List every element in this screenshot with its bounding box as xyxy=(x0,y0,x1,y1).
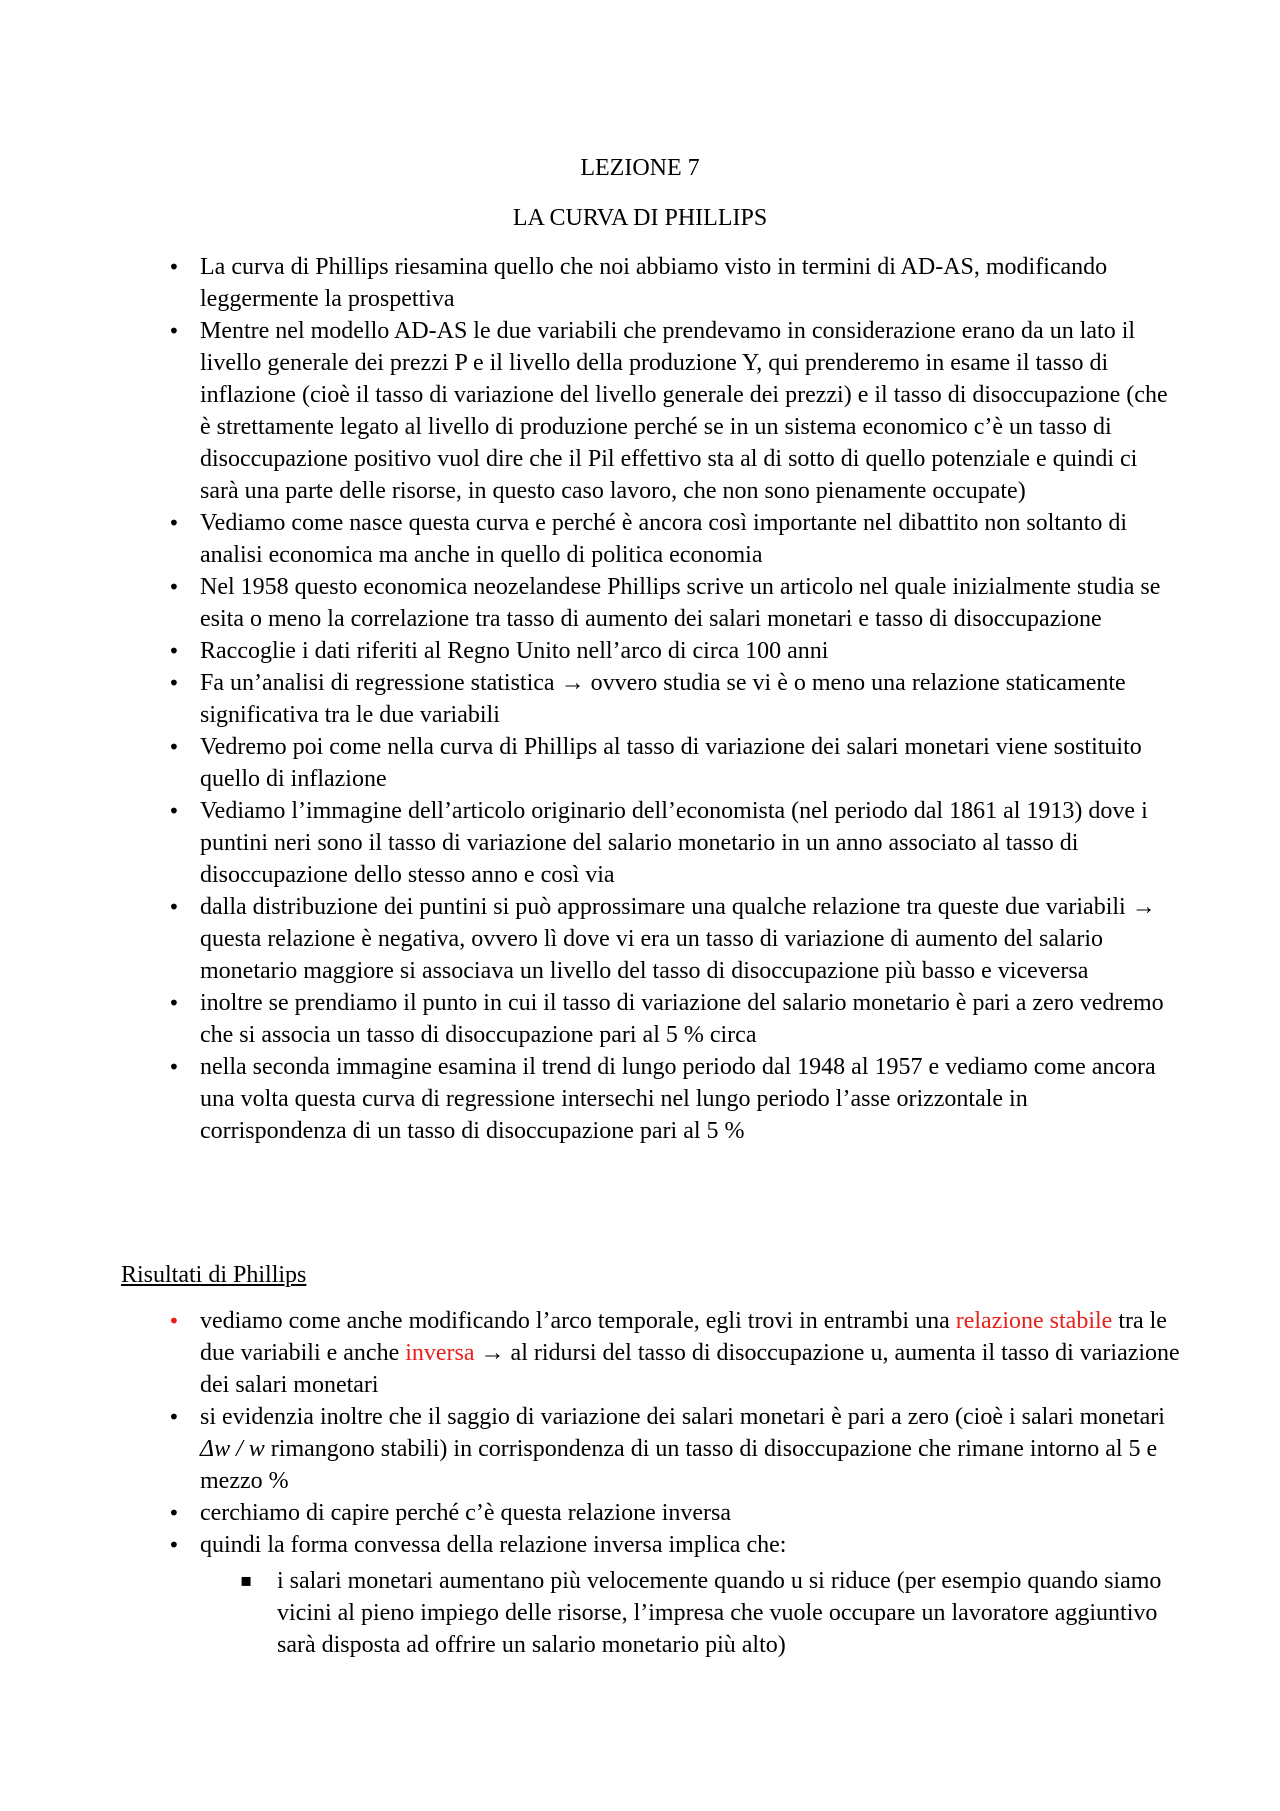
list-item: • Raccoglie i dati riferiti al Regno Unito nell’arco di circa 100 anni xyxy=(200,635,1180,667)
text-segment: vediamo come anche modificando l’arco temporale, egli trovi in entrambi una xyxy=(200,1308,956,1334)
list-item: • dalla distribuzione dei puntini si può approssimare una qualche relazione tra queste due variabili → questa relazione è negativa, ovvero lì dove vi era un tasso di variazione di aumento del salario monetario maggiore si associava un livello del tasso di disoccupazione più basso e viceversa xyxy=(200,891,1180,987)
list-item: • nella seconda immagine esamina il trend di lungo periodo dal 1948 al 1957 e vediamo come ancora una volta questa curva di regressione intersechi nel lungo periodo l’asse orizzontale in corrispondenza di un tasso di disoccupazione pari al 5 % xyxy=(200,1051,1180,1147)
formula: Δw / w xyxy=(200,1436,265,1462)
list-item: • cerchiamo di capire perché c’è questa relazione inversa xyxy=(200,1497,1180,1529)
list-item: • Fa un’analisi di regressione statistica → ovvero studia se vi è o meno una relazione staticamente significativa tra le due variabili xyxy=(200,667,1180,731)
list-item: • Vediamo l’immagine dell’articolo originario dell’economista (nel periodo dal 1861 al 1913) dove i puntini neri sono il tasso di variazione del salario monetario in un anno associato al tasso di disoccupazione dello stesso anno e così via xyxy=(200,795,1180,891)
list-item: • Vediamo come nasce questa curva e perché è ancora così importante nel dibattito non soltanto di analisi economica ma anche in quello di politica economia xyxy=(200,507,1180,571)
list-item: • quindi la forma convessa della relazione inversa implica che: xyxy=(200,1529,1180,1561)
list-item: • Nel 1958 questo economica neozelandese Phillips scrive un articolo nel quale inizialmente studia se esita o meno la correlazione tra tasso di aumento dei salari monetari e tasso di disoccupazione xyxy=(200,571,1180,635)
list-item: • inoltre se prendiamo il punto in cui il tasso di variazione del salario monetario è pari a zero vedremo che si associa un tasso di disoccupazione pari al 5 % circa xyxy=(200,987,1180,1051)
text-segment: tra le due variabili e anche xyxy=(200,1308,1167,1366)
page-title: LA CURVA DI PHILLIPS xyxy=(512,205,768,231)
text-segment: → al ridursi del tasso di disoccupazione u, aumenta il tasso di variazione dei salari monetari xyxy=(200,1340,1180,1398)
text-segment: si evidenzia inoltre che il saggio di variazione dei salari monetari è pari a zero (cioè i salari monetari xyxy=(200,1404,1165,1430)
list-item xyxy=(200,1305,1180,1401)
bullet-list-intro xyxy=(200,251,1180,1147)
highlight-text: relazione stabile xyxy=(955,1308,1113,1334)
list-item: • Mentre nel modello AD-AS le due variabili che prendevamo in considerazione erano da un lato il livello generale dei prezzi P e il livello della produzione Y, qui prenderemo in esame il tasso di inflazione (cioè il tasso di variazione del livello generale dei prezzi) e il tasso di disoccupazione (che è strettamente legato al livello di produzione perché se in un sistema economico c’è un tasso di disoccupazione positivo vuol dire che il Pil effettivo sta al di sotto di quello potenziale e quindi ci sarà una parte delle risorse, in questo caso lavoro, che non sono pienamente occupate) xyxy=(200,315,1180,507)
highlight-text: inversa xyxy=(405,1340,475,1366)
list-item: • La curva di Phillips riesamina quello che noi abbiamo visto in termini di AD-AS, modificando leggermente la prospettiva xyxy=(200,251,1180,315)
list-item xyxy=(200,1401,1180,1497)
section-heading: Risultati di Phillips xyxy=(121,1262,307,1288)
text-segment: rimangono stabili) in corrispondenza di un tasso di disoccupazione che rimane intorno al 5 e mezzo % xyxy=(200,1436,1158,1494)
lesson-number: LEZIONE 7 xyxy=(580,155,700,181)
bullet-list-results xyxy=(200,1305,1180,1561)
sub-bullet-list xyxy=(277,1565,1177,1661)
list-item: • Vedremo poi come nella curva di Phillips al tasso di variazione dei salari monetari viene sostituito quello di inflazione xyxy=(200,731,1180,795)
sub-list-item: ▪ i salari monetari aumentano più velocemente quando u si riduce (per esempio quando siamo vicini al pieno impiego delle risorse, l’impresa che vuole occupare un lavoratore aggiuntivo sarà disposta ad offrire un salario monetario più alto) xyxy=(277,1565,1177,1661)
